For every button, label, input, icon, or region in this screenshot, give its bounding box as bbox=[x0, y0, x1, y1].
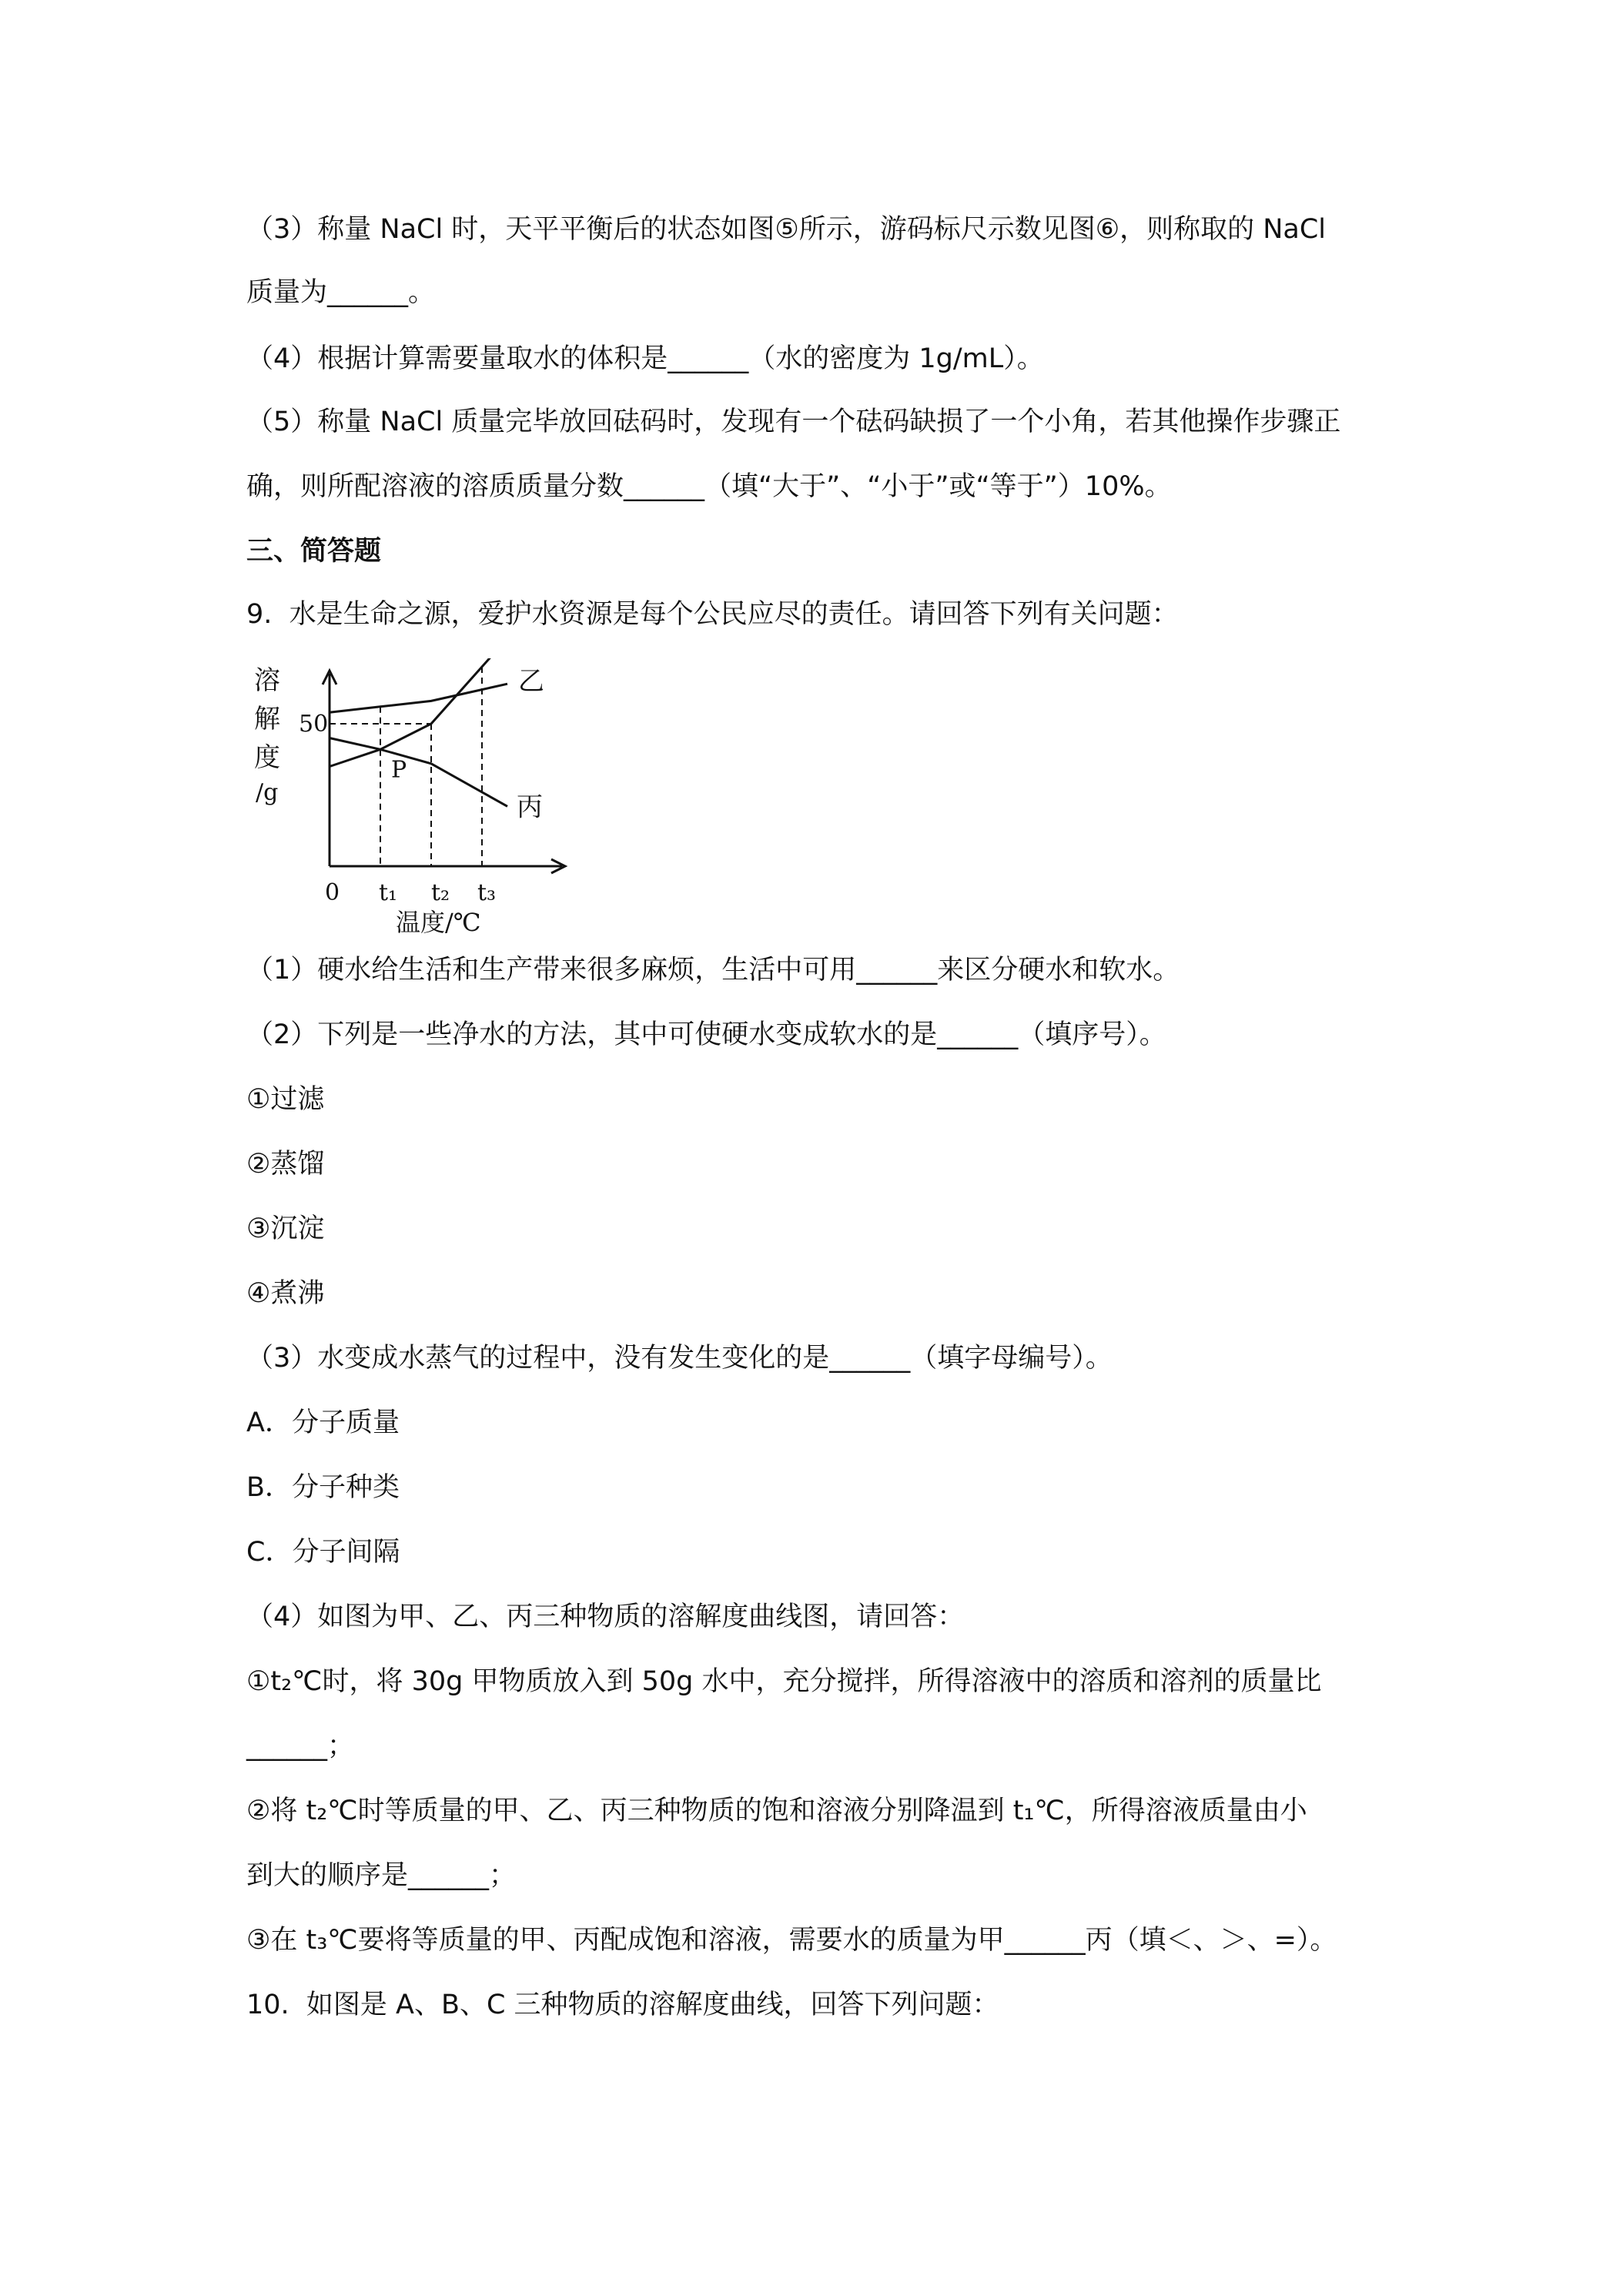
series-line-2 bbox=[330, 684, 507, 712]
option-3: ③沉淀 bbox=[246, 1213, 325, 1244]
point-p-label: P bbox=[391, 756, 407, 784]
q9-part4-sub1-line1: ①t₂℃时，将 30g 甲物质放入到 50g 水中，充分搅拌，所得溶液中的溶质和溶剂的质量比 bbox=[246, 1666, 1322, 1697]
q10-stem: 10. 如图是 A、B、C 三种物质的溶解度曲线，回答下列问题： bbox=[246, 1990, 999, 2020]
q8-part3-line1: （3）称量 NaCl 时，天平平衡后的状态如图⑤所示，游码标尺示数见图⑥，则称取的 NaCl bbox=[246, 214, 1326, 245]
ylabel-char-4: /g bbox=[256, 779, 279, 806]
option-2: ②蒸馏 bbox=[246, 1149, 325, 1180]
x-tick-label-0: 0 bbox=[325, 879, 340, 906]
y-tick-label: 50 bbox=[299, 711, 329, 738]
ylabel-char-2: 解 bbox=[254, 704, 280, 735]
q9-part1: （1）硬水给生活和生产带来很多麻烦，生活中可用______来区分硬水和软水。 bbox=[246, 955, 1180, 986]
q9-part4-sub3: ③在 t₃℃要将等质量的甲、丙配成饱和溶液，需要水的质量为甲______丙（填＜、＞、=）。 bbox=[246, 1925, 1337, 1956]
option-a: A．分子质量 bbox=[246, 1407, 400, 1438]
ylabel-char-3: 度 bbox=[254, 742, 280, 773]
q9-part4-sub2-line1: ②将 t₂℃时等质量的甲、乙、丙三种物质的饱和溶液分别降温到 t₁℃，所得溶液质量由小 bbox=[246, 1796, 1307, 1826]
x-tick-label-3: t₃ bbox=[477, 879, 497, 906]
q9-stem: 9. 水是生命之源，爱护水资源是每个公民应尽的责任。请回答下列有关问题： bbox=[246, 599, 1179, 630]
option-4: ④煮沸 bbox=[246, 1278, 325, 1309]
x-tick-label-2: t₂ bbox=[431, 879, 450, 906]
q8-part4: （4）根据计算需要量取水的体积是______（水的密度为 1g/mL）。 bbox=[246, 343, 1044, 374]
solubility-chart bbox=[245, 658, 599, 935]
q9-part4-sub2-line2: 到大的顺序是______； bbox=[246, 1860, 517, 1891]
section-heading: 三、简答题 bbox=[246, 536, 382, 567]
q8-part5-line1: （5）称量 NaCl 质量完毕放回砝码时，发现有一个砝码缺损了一个小角，若其他操作步骤正 bbox=[246, 407, 1341, 437]
x-tick-label-1: t₁ bbox=[379, 879, 398, 906]
q9-part4: （4）如图为甲、乙、丙三种物质的溶解度曲线图，请回答： bbox=[246, 1602, 965, 1632]
series-label-3: 丙 bbox=[517, 792, 543, 823]
series-line-3 bbox=[330, 738, 507, 807]
option-c: C．分子间隔 bbox=[246, 1537, 400, 1568]
series-line-1 bbox=[330, 658, 507, 767]
q8-part3-line2: 质量为______。 bbox=[246, 277, 436, 308]
ylabel-char-1: 溶 bbox=[254, 665, 280, 696]
series-label-2: 乙 bbox=[518, 666, 544, 698]
q9-part3: （3）水变成水蒸气的过程中，没有发生变化的是______（填字母编号）。 bbox=[246, 1343, 1113, 1374]
q9-part2: （2）下列是一些净水的方法，其中可使硬水变成软水的是______（填序号）。 bbox=[246, 1019, 1166, 1050]
option-1: ①过滤 bbox=[246, 1084, 325, 1115]
option-b: B．分子种类 bbox=[246, 1472, 400, 1503]
x-axis-label: 温度/℃ bbox=[396, 908, 481, 935]
q9-part4-sub1-line2: ______； bbox=[246, 1731, 355, 1762]
q8-part5-line2: 确，则所配溶液的溶质质量分数______（填“大于”、“小于”或“等于”）10%。 bbox=[246, 471, 1172, 502]
